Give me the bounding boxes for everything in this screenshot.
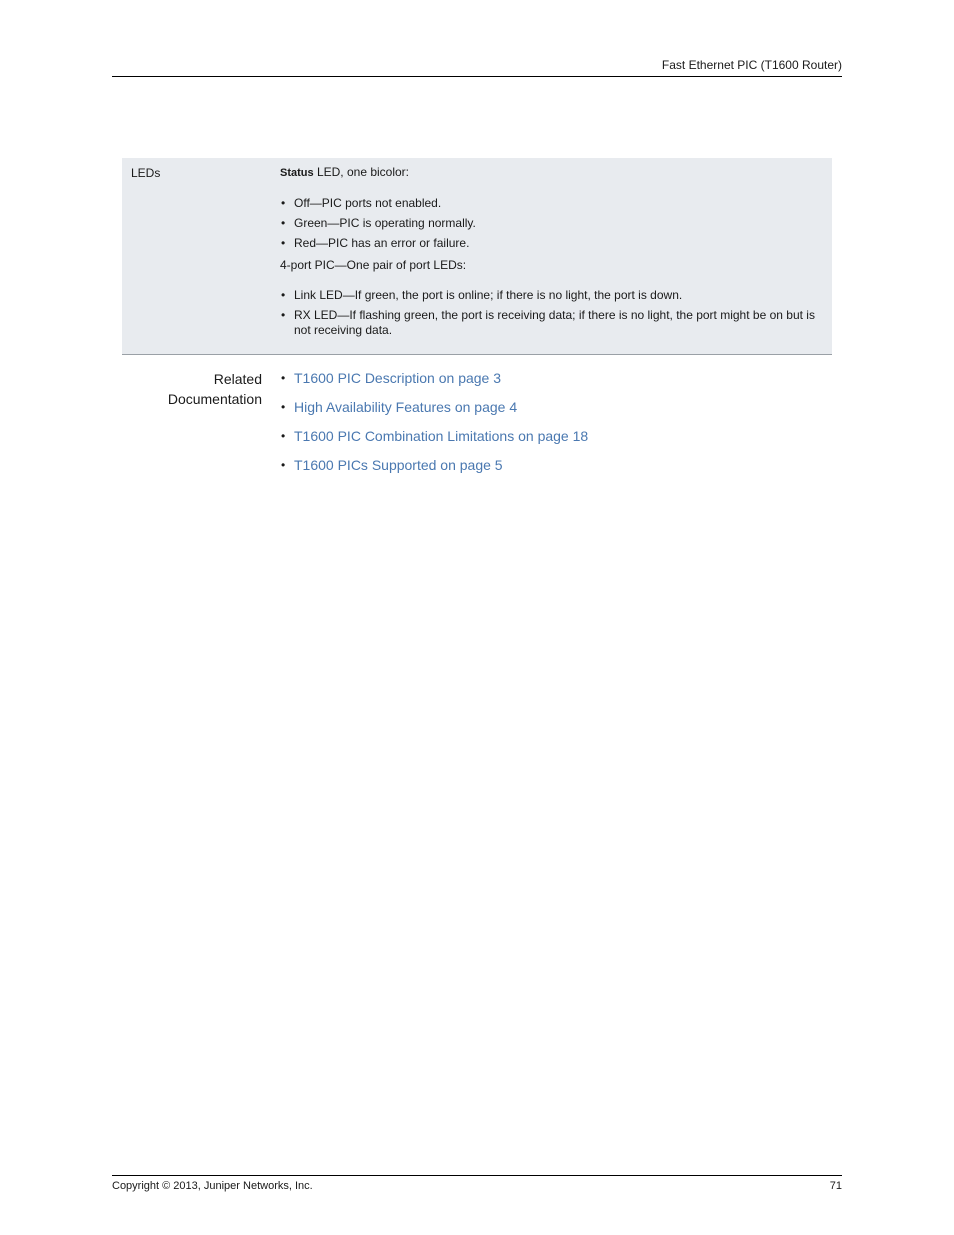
- list-item: • Off—PIC ports not enabled.: [280, 196, 828, 211]
- header-title: Fast Ethernet PIC (T1600 Router): [661, 58, 842, 72]
- link-pics-supported[interactable]: T1600 PICs Supported on page 5: [294, 457, 503, 473]
- list-item: [280, 398, 588, 427]
- led-spec-row: [122, 158, 832, 355]
- list-item: [280, 456, 588, 485]
- link-pic-combination-limitations[interactable]: T1600 PIC Combination Limitations on page 18: [294, 428, 589, 444]
- status-intro: [280, 165, 828, 181]
- list-item: • Red—PIC has an error or failure.: [280, 236, 828, 251]
- port-led-list: [280, 288, 828, 338]
- related-links-list: [280, 369, 588, 485]
- list-item: • Link LED—If green, the port is online; if there is no light, the port is down.: [280, 288, 828, 303]
- link-t1600-pic-description[interactable]: T1600 PIC Description on page 3: [294, 370, 502, 386]
- link-high-availability-features[interactable]: High Availability Features on page 4: [294, 399, 518, 415]
- spec-label: LEDs: [131, 166, 161, 180]
- list-item: • RX LED—If flashing green, the port is receiving data; if there is no light, the port might be on but is not receiving data.: [280, 308, 828, 338]
- list-item: • Green—PIC is operating normally.: [280, 216, 828, 231]
- related-documentation-heading: [130, 369, 262, 409]
- copyright-text: Copyright © 2013, Juniper Networks, Inc.: [112, 1180, 313, 1192]
- status-led-list: [280, 196, 828, 251]
- list-item: [280, 427, 588, 456]
- page-number: 71: [829, 1180, 842, 1192]
- page-header: [112, 57, 842, 77]
- related-heading-line2: Documentation: [167, 391, 262, 407]
- port-led-intro: 4-port PIC—One pair of port LEDs:: [280, 258, 467, 272]
- status-term: Status: [280, 167, 314, 179]
- page-footer: [112, 1175, 842, 1192]
- related-heading-line1: Related: [213, 371, 262, 387]
- spec-description: [280, 165, 828, 343]
- list-item: [280, 369, 588, 398]
- status-intro-text: LED, one bicolor:: [313, 165, 410, 179]
